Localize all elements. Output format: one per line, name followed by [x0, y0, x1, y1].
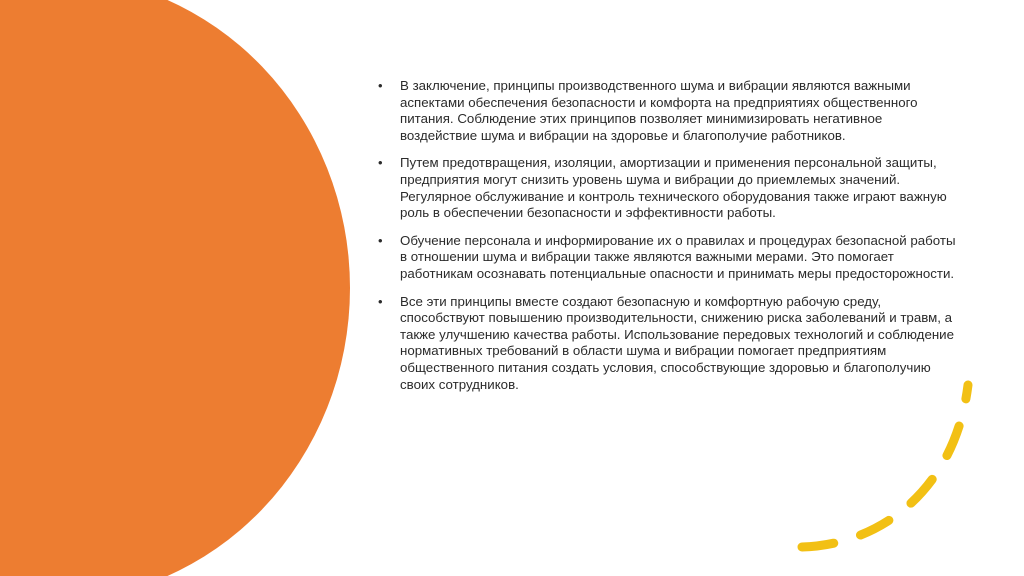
bullet-item-3 [378, 233, 958, 283]
dashed-arc-path [802, 385, 968, 547]
bullet-list [378, 78, 958, 404]
bullet-text-4: Все эти принципы вместе создают безопасную и комфортную рабочую среду, способствуют повышению производительности, снижению риска заболеваний и травм, а также улучшению качества работы. Использование передовых технологий и соблюдение нормативных требований в области шума и вибрации помогает предприятиям общественного питания создать условия, способствующие здоровью и благополучию своих сотрудников. [400, 293, 955, 392]
bullet-marker: • [378, 293, 383, 309]
bullet-item-4 [378, 294, 958, 394]
bullet-marker: • [378, 155, 383, 171]
bullet-marker: • [378, 78, 383, 93]
bullet-text-1: В заключение, принципы производственного шума и вибрации являются важными аспектами обеспечения безопасности и комфорта на предприятиях общественного питания. Соблюдение этих принципов позволяет минимизировать негативное воздействие шума и вибрации на здоровье и благополучие работников. [400, 78, 918, 143]
bullet-text-3: Обучение персонала и информирование их о правилах и процедурах безопасной работы в отношении шума и вибрации также являются важными мерами. Это помогает работникам осознавать потенциальные опасности и принимать меры предосторожности. [400, 232, 956, 281]
bullet-marker: • [378, 232, 383, 248]
bullet-item-2 [378, 155, 958, 221]
bullet-item-1 [378, 78, 958, 144]
bullet-text-2: Путем предотвращения, изоляции, амортизации и применения персональной защиты, предприятия могут снизить уровень шума и вибрации до приемлемых значений. Регулярное обслуживание и контроль технического оборудования также играют важную роль в обеспечении безопасности и эффективности работы. [400, 155, 947, 221]
